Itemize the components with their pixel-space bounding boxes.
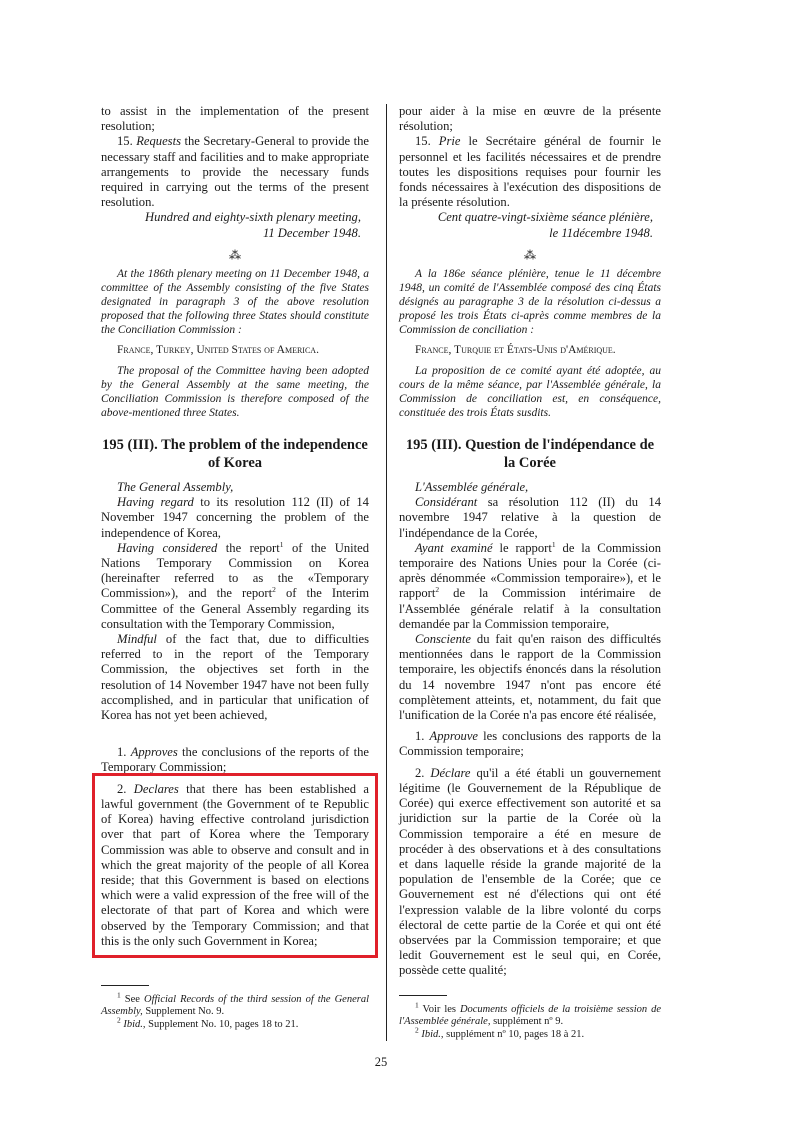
footnote-1: $^1$ Voir les Documents officiels de la troisième session de l'Assemblée générale, supplément nº 9.	[399, 1000, 662, 1028]
preamble-2: Ayant examiné le rapport$^1$ de la Commission temporaire des Nations Unies pour la Corée (ci-après dénommée «Commission temporaire»), et le rapport$^2$ de la Commission intérimaire de l'Assemblée générale relatif à la consultation demandée par la Commission temporaire,	[399, 539, 661, 631]
operative-verb: Prie	[438, 134, 461, 149]
footnote-ref[interactable]: 1	[551, 539, 556, 549]
operative-2: 2. Déclare qu'il a été établi un gouvernement légitime (le Gouvernement de la République de Corée) qui exerce effectivement son autorité et sa juridiction sur la partie de la Corée où la Commission temporaire a été en mesure de procéder à des observations et à des consultations et dans laquelle réside la grande majorité de la population de l'ensemble de la Corée; que ce Gouvernement est né d'élections qui ont été l'expression valable de la libre volonté du corps électoral de cette partie de la Corée et qui ont été observées par la Commission temporaire; et que ledit Gouvernement est le seul qui, en Corée, possède cette qualité;	[399, 765, 662, 978]
footnote-ref[interactable]: 2	[272, 585, 276, 595]
assembly-line: L'Assemblée générale,	[415, 480, 529, 495]
preamble-3: Mindful of the fact that, due to difficulties referred to in the report of the Temporary Commission, the objectives set forth in the resolution of 14 November 1947 have not been fully accomplished, and in particular that unification of Korea has not yet been achieved,	[101, 632, 370, 723]
paragraph-15: 15. Requests the Secretary-General to provide the necessary staff and facilities and to make appropriate arrangements to provide the necessary funds required in carrying out the terms of the present resolution.	[101, 134, 369, 210]
meeting-signature: Cent quatre-vingt-sixième séance plénière, le 11décembre 1948.	[437, 210, 653, 240]
states-list: France, Turkey, United States of America.	[117, 343, 319, 356]
column-divider	[386, 104, 387, 1041]
french-column	[399, 104, 661, 1041]
preamble-3: Consciente du fait qu'en raison des difficultés mentionnées dans le rapport de la Commission temporaire, les objectifs énoncés dans la résolution du 14 novembre 1947 n'ont pas encore été complètement atteints, et, notamment, du fait que l'unification de la Corée n'a pas encore été réalisée,	[399, 632, 661, 723]
footnote-2: $^2$ Ibid., Supplement No. 10, pages 18 to 21.	[117, 1015, 299, 1030]
operative-2-highlighted: 2. Declares that there has been established a lawful government (the Government of te Republic of Korea) having effective controland jurisdiction over that part of Korea where the Temporary Commission was able to observe and consult and in which the great majority of the people of all Korea reside; that this Government is based on elections which were a valid expression of the free will of the electorate of that part of Korea and which were observed by the Temporary Commission; and that this is the only such Government in Korea;	[101, 781, 369, 948]
paragraph-15: 15. Prie le Secrétaire général de fournir le personnel et les facilités nécessaires et de prendre toutes les dispositions requises pour fournir les fonds nécessaires à l'exécution des dispositions de la présente résolution.	[399, 134, 662, 210]
asterism-icon: ⁂	[524, 247, 536, 262]
resolution-heading: 195 (III). The problem of the independence of Korea	[102, 437, 368, 472]
adoption-note: La proposition de ce comité ayant été adoptée, au cours de la même séance, par l'Assemblée générale, la Commission de conciliation est, en conséquence, constituée des trois États susdits.	[399, 365, 661, 420]
intro-text: pour aider à la mise en œuvre de la présente résolution;	[399, 104, 661, 134]
footnote-ref[interactable]: 1	[279, 539, 284, 549]
footnote-rule	[399, 995, 447, 996]
preamble-2: Having considered the report$^1$ of the United Nations Temporary Commission on Korea (hereinafter referred to as the «Temporary Commission»), and the report$^2$ of the Interim Committee of the General Assembly regarding its consultation with the Temporary Commission,	[101, 539, 370, 631]
footnote-1: $^1$ See Official Records of the third session of the General Assembly, Supplement No. 9.	[101, 990, 370, 1018]
english-column	[101, 104, 369, 1031]
resolution-heading: 195 (III). Question de l'indépendance de la Corée	[405, 437, 655, 472]
asterism-icon: ⁂	[229, 247, 241, 262]
meeting-signature: Hundred and eighty-sixth plenary meeting, 11 December 1948.	[144, 210, 361, 240]
adoption-note: The proposal of the Committee having been adopted by the General Assembly at the same meeting, the Conciliation Commission is therefore composed of the above-mentioned three States.	[101, 365, 369, 420]
intro-text: to assist in the implementation of the present resolution;	[101, 104, 369, 134]
page-number: 25	[374, 1055, 388, 1070]
states-list: France, Turquie et États-Unis d'Amérique.	[415, 343, 616, 356]
assembly-line: The General Assembly,	[117, 480, 234, 495]
committee-note: At the 186th plenary meeting on 11 December 1948, a committee of the Assembly consisting of the five States designated in paragraph 3 of the above resolution proposed that the following three States should constitute the Conciliation Commission :	[101, 267, 369, 336]
footnote-rule	[101, 985, 149, 986]
preamble-1: Having regard to its resolution 112 (II) of 14 November 1947 concerning the problem of the independence of Korea,	[101, 495, 369, 540]
committee-note: A la 186e séance plénière, tenue le 11 décembre 1948, un comité de l'Assemblée composé des cinq États désignés au paragraphe 3 de la résolution ci-dessus a proposé les trois États ci-après comme membres de la Commission de conciliation :	[399, 267, 661, 336]
operative-verb: Requests	[136, 134, 181, 149]
operative-1: 1. Approves the conclusions of the reports of the Temporary Commission;	[101, 745, 369, 775]
preamble-1: Considérant sa résolution 112 (II) du 14 novembre 1947 relative à la question de l'indépendance de la Corée,	[399, 495, 661, 540]
footnote-2: $^2$ Ibid., supplément nº 10, pages 18 à 21.	[415, 1025, 585, 1040]
footnote-ref[interactable]: 2	[435, 585, 440, 595]
two-column-layout	[101, 104, 661, 1041]
operative-1: 1. Approuve les conclusions des rapports de la Commission temporaire;	[399, 729, 661, 759]
